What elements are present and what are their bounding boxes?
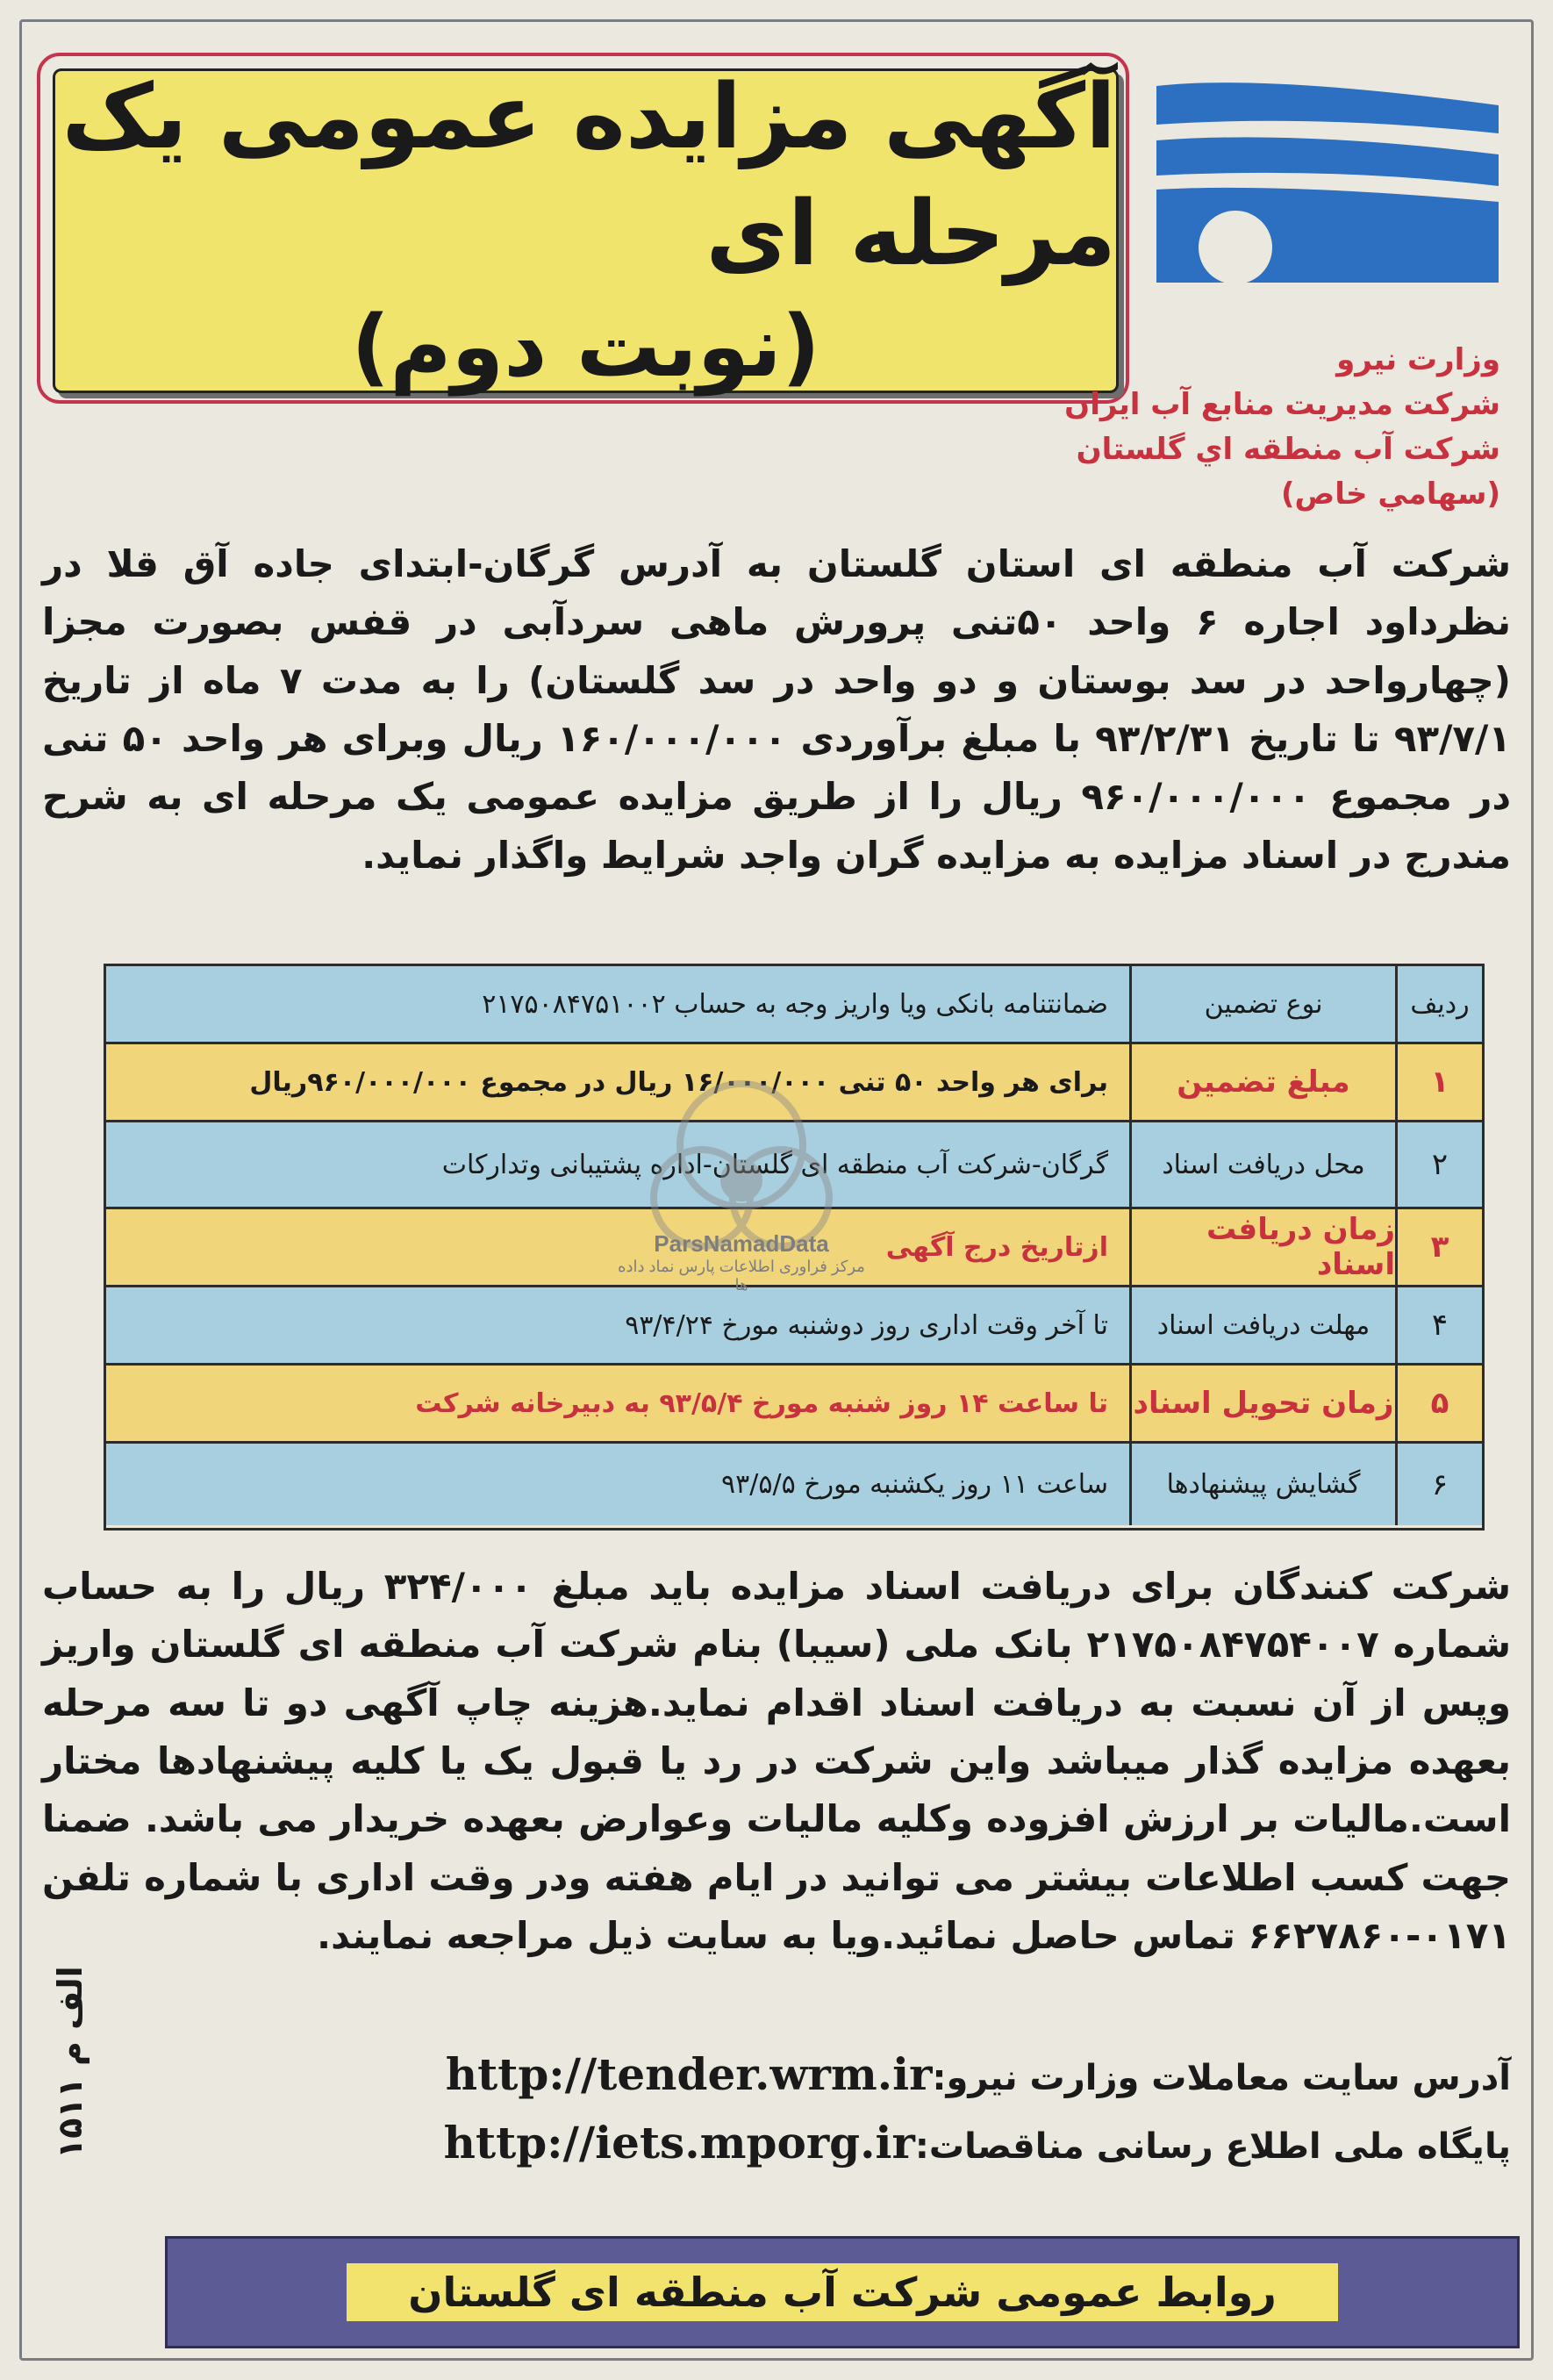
- row-desc: برای هر واحد ۵۰ تنی ۱۶/۰۰۰/۰۰۰ ریال در مجموع ۹۶۰/۰۰۰/۰۰۰ریال: [249, 1066, 1108, 1098]
- row-index: ۳: [1395, 1209, 1482, 1285]
- iets-site-link[interactable]: http://iets.mporg.ir: [443, 2116, 915, 2169]
- link-line: [37, 2040, 1511, 2109]
- ad-round: (نوبت دوم): [351, 298, 820, 397]
- row-type: زمان دریافت اسناد: [1129, 1209, 1395, 1285]
- row-type: مهلت دریافت اسناد: [1129, 1287, 1395, 1363]
- row-index: ۲: [1395, 1122, 1482, 1207]
- row-index: ۵: [1395, 1366, 1482, 1441]
- table-header-row: [106, 966, 1482, 1044]
- watermark-text: [614, 1230, 869, 1294]
- company-type: (سهامي خاص): [1280, 477, 1500, 512]
- header-type: نوع تضمین: [1129, 966, 1395, 1042]
- row-index: ۱: [1395, 1044, 1482, 1120]
- row-type: محل دریافت اسناد: [1129, 1122, 1395, 1207]
- ad-code: الف م ۱۵۱۱: [51, 1966, 89, 2159]
- row-desc: ساعت ۱۱ روز یکشنبه مورخ ۹۳/۵/۵: [721, 1469, 1108, 1500]
- link-label: آدرس سایت معاملات وزارت نیرو:: [932, 2058, 1511, 2098]
- row-type: مبلغ تضمین: [1129, 1044, 1395, 1120]
- header-desc: ضمانتنامه بانکی ویا واریز وجه به حساب ۲۱۷۵۰۸۴۷۵۱۰۰۲: [482, 988, 1108, 1020]
- link-line: [37, 2109, 1511, 2177]
- tender-site-link[interactable]: http://tender.wrm.ir: [445, 2048, 933, 2100]
- row-desc: تا ساعت ۱۴ روز شنبه مورخ ۹۳/۵/۴ به دبیرخانه شرکت: [415, 1387, 1108, 1419]
- ministry-name: وزارت نیرو: [1336, 342, 1500, 377]
- row-index: ۴: [1395, 1287, 1482, 1363]
- water-company-logo-icon: [1156, 79, 1499, 325]
- row-type: زمان تحویل اسناد: [1129, 1366, 1395, 1441]
- intro-paragraph: شرکت آب منطقه ای استان گلستان به آدرس گرگان-ابتدای جاده آق قلا در نظرداود اجاره ۶ واحد ۵۰تنی پرورش ماهی سردآبی در قفس بصورت مجزا (چهارواحد در سد بوستان و دو واحد در سد گلستان) را به مدت ۷ ماه از تاریخ ۹۳/۷/۱ تا تاریخ ۹۳/۲/۳۱ با مبلغ برآوردی ۱۶۰/۰۰۰/۰۰۰ ریال وبرای هر واحد ۵۰ تنی در مجموع ۹۶۰/۰۰۰/۰۰۰ ریال را از طریق مزایده عمومی یک مرحله ای به شرح مندرج در اسناد مزایده به مزایده گران واجد شرایط واگذار نماید.: [42, 542, 1512, 877]
- company-name: شرکت آب منطقه اي گلستان: [1076, 432, 1500, 467]
- row-desc: تا آخر وقت اداری روز دوشنبه مورخ ۹۳/۴/۲۴: [625, 1309, 1108, 1341]
- row-desc: گرگان-شرکت آب منطقه ای گلستان-اداره پشتیبانی وتدارکات: [441, 1149, 1108, 1180]
- header-index: ردیف: [1395, 966, 1482, 1042]
- parent-company-name: شرکت مدیریت منابع آب ایران: [1064, 387, 1500, 422]
- row-index: ۶: [1395, 1444, 1482, 1525]
- title-panel: [53, 65, 1119, 397]
- title-box: [37, 53, 1129, 404]
- links-block: [37, 2040, 1511, 2176]
- row-type: گشایش پیشنهادها: [1129, 1444, 1395, 1525]
- row-desc: ازتاریخ درج آگهی: [885, 1231, 1108, 1263]
- footer-bar: [165, 2236, 1520, 2348]
- table-row: [106, 1287, 1482, 1366]
- table-row: [106, 1444, 1482, 1525]
- link-label: پایگاه ملی اطلاع رسانی مناقصات:: [914, 2126, 1511, 2167]
- watermark-tagline: مرکز فراوری اطلاعات پارس نماد داده ها: [618, 1258, 865, 1294]
- terms-paragraph: شرکت کنندگان برای دریافت اسناد مزایده باید مبلغ ۳۲۴/۰۰۰ ریال را به حساب شماره ۲۱۷۵۰۸۴۷۵۴۰۰۷ بانک ملی (سیبا) بنام شرکت آب منطقه ای گلستان واریز وپس از آن نسبت به دریافت اسناد اقدام نماید.هزینه چاپ آگهی دو تا سه مرحله بعهده مزایده گذار میباشد واین شرکت در رد یا قبول یک یا کلیه پیشنهادها مختار است.مالیات بر ارزش افزوده وکلیه مالیات وعوارض بعهده خریدار می باشد. ضمنا جهت کسب اطلاعات بیشتر می توانید در ایام هفته ودر وقت اداری با شماره تلفن ۰۱۷۱-۶۶۲۷۸۶۰ تماس حاصل نمائید.ویا به سایت ذیل مراجعه نمایند.: [42, 1565, 1511, 1958]
- table-row: [106, 1366, 1482, 1444]
- footer-label: روابط عمومی شرکت آب منطقه ای گلستان: [347, 2263, 1338, 2321]
- organization-block: [1044, 338, 1500, 517]
- watermark-brand: ParsNamadData: [654, 1230, 829, 1257]
- ad-title: آگهی مزایده عمومی یک مرحله ای: [61, 65, 1116, 286]
